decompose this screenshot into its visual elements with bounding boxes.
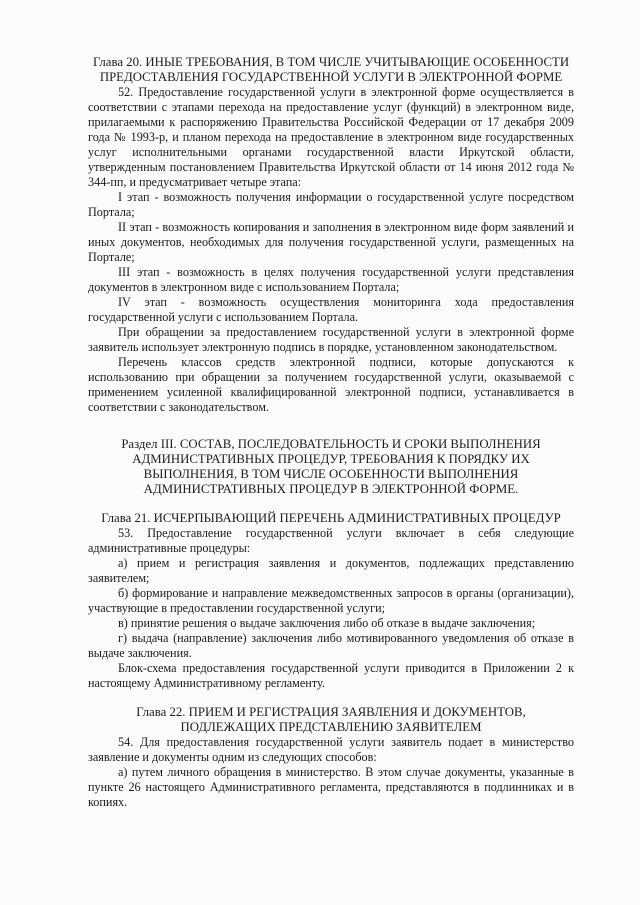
signature-classes-paragraph: Перечень классов средств электронной подписи, которые допускаются к использованию при обращении за получением государственной услуги, оказываемой с применением усиленной квалифицированной электронной подписи, устанавливается в соответствии с законодательством. [88, 355, 574, 414]
section-3-heading: Раздел III. СОСТАВ, ПОСЛЕДОВАТЕЛЬНОСТЬ И СРОКИ ВЫПОЛНЕНИЯ АДМИНИСТРАТИВНЫХ ПРОЦЕДУР, ТРЕБОВАНИЯ К ПОРЯДКУ ИХ ВЫПОЛНЕНИЯ, В ТОМ ЧИСЛЕ ОСОБЕННОСТИ ВЫПОЛНЕНИЯ АДМИНИСТРАТИВНЫХ ПРОЦЕДУР В ЭЛЕКТРОННОЙ ФОРМЕ. [121, 437, 541, 496]
chapter-20-heading: Глава 20. ИНЫЕ ТРЕБОВАНИЯ, В ТОМ ЧИСЛЕ УЧИТЫВАЮЩИЕ ОСОБЕННОСТИ ПРЕДОСТАВЛЕНИЯ ГОСУДАРСТВЕННОЙ УСЛУГИ В ЭЛЕКТРОННОЙ ФОРМЕ [92, 55, 570, 84]
paragraph-52: 52. Предоставление государственной услуги в электронной форме осуществляется в соответствии с этапами перехода на предоставление услуг (функций) в электронном виде, прилагаемыми к распоряжению Правительства Российской Федерации от 17 декабря 2009 года № 1993-р, и планом перехода на предоставление в электронном виде государственных услуг исполнительными органами государственной власти Иркутской области, утвержденным постановлением Правительства Иркутской области от 14 июня 2012 года № 344-пп, и предусматривает четыре этапа: [88, 85, 574, 189]
method-a: а) путем личного обращения в министерство. В этом случае документы, указанные в пункте 26 настоящего Административного регламента, представляются в подлинниках и в копиях. [88, 765, 574, 809]
page-content [88, 55, 574, 810]
stage-3: III этап - возможность в целях получения государственной услуги представления документов в электронном виде с использованием Портала; [88, 265, 574, 294]
paragraph-53: 53. Предоставление государственной услуги включает в себя следующие административные процедуры: [88, 526, 574, 555]
stage-2: II этап - возможность копирования и заполнения в электронном виде форм заявлений и иных документов, необходимых для получения государственной услуги, размещенных на Портале; [88, 220, 574, 264]
stage-1: I этап - возможность получения информации о государственной услуге посредством Портала; [88, 190, 574, 219]
stage-4: IV этап - возможность осуществления мониторинга хода предоставления государственной услуги с использованием Портала. [88, 295, 574, 324]
chapter-21-heading: Глава 21. ИСЧЕРПЫВАЮЩИЙ ПЕРЕЧЕНЬ АДМИНИСТРАТИВНЫХ ПРОЦЕДУР [101, 511, 561, 525]
paragraph-54: 54. Для предоставления государственной услуги заявитель подает в министерство заявление и документы одним из следующих способов: [88, 735, 574, 764]
procedure-b: б) формирование и направление межведомственных запросов в органы (организации), участвующие в предоставлении государственной услуги; [88, 586, 574, 615]
procedure-v: в) принятие решения о выдаче заключения либо об отказе в выдаче заключения; [118, 616, 536, 630]
procedure-a: а) прием и регистрация заявления и документов, подлежащих представлению заявителем; [88, 556, 574, 585]
block-scheme-paragraph: Блок-схема предоставления государственной услуги приводится в Приложении 2 к настоящему Административному регламенту. [88, 661, 574, 690]
chapter-22-heading: Глава 22. ПРИЕМ И РЕГИСТРАЦИЯ ЗАЯВЛЕНИЯ И ДОКУМЕНТОВ, ПОДЛЕЖАЩИХ ПРЕДСТАВЛЕНИЮ ЗАЯВИТЕЛЕМ [136, 705, 526, 734]
procedure-g: г) выдача (направление) заключения либо мотивированного уведомления об отказе в выдаче заключения. [88, 631, 574, 660]
electronic-signature-paragraph: При обращении за предоставлением государственной услуги в электронной форме заявитель использует электронную подпись в порядке, установленном законодательством. [88, 325, 574, 354]
